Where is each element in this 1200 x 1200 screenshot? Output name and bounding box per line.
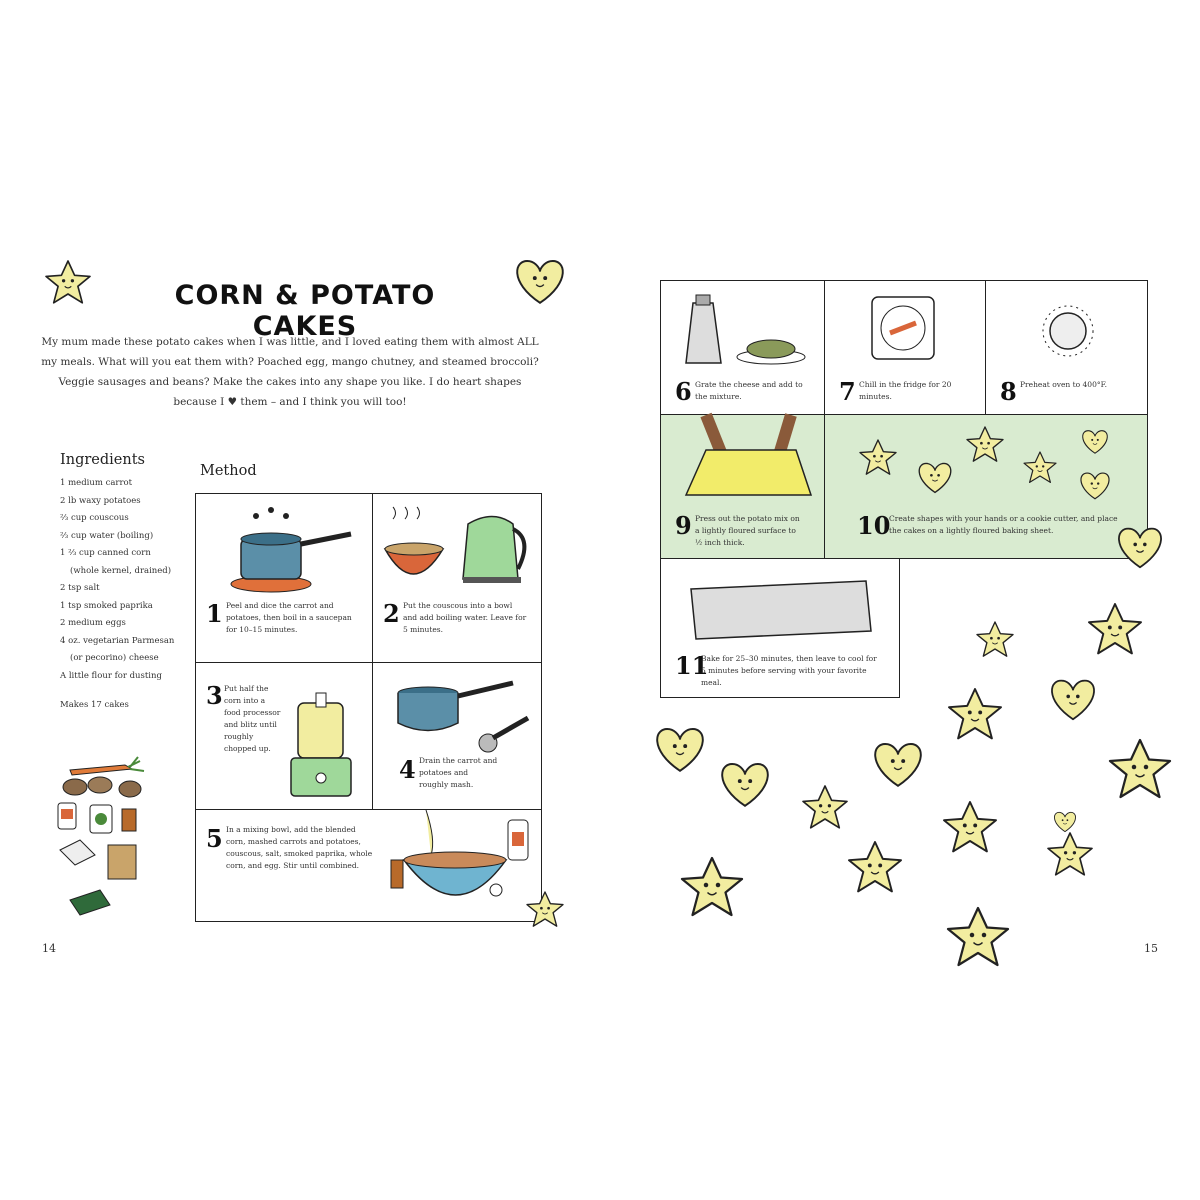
- step-number: 8: [1000, 377, 1017, 406]
- step-text: Put the couscous into a bowl and add boiling water. Leave for 5 minutes.: [403, 601, 527, 634]
- step-number: 6: [675, 377, 692, 406]
- step-number: 4: [399, 755, 416, 784]
- step-number: 3: [206, 681, 223, 710]
- step-text: Preheat oven to 400°F.: [1020, 380, 1108, 389]
- step-number: 11: [675, 651, 709, 680]
- heart-cake-icon: [722, 764, 768, 806]
- ingredient-item: 1 tsp smoked paprika: [60, 600, 153, 611]
- ingredient-item: ⅔ cup water (boiling): [60, 530, 154, 541]
- step-number: 1: [206, 599, 223, 628]
- step-text: In a mixing bowl, add the blended corn, mashed carrots and potatoes, couscous, salt, smoked paprika, whole corn, and egg. Stir until combined.: [226, 825, 373, 870]
- ingredient-item: ⅔ cup couscous: [60, 513, 129, 523]
- intro-text: My mum made these potato cakes when I was little, and I loved eating them with almost ALL my meals. What will you eat them with? Poached egg, mango chutney, and steamed broccoli? Veggie sausages and beans? Make the cakes into any shape you like. I do heart shapes because I ♥ them – and I think you will too!: [41, 336, 539, 408]
- star-cake-icon: [860, 440, 896, 474]
- heart-cake-icon: [919, 463, 951, 492]
- ingredient-item: 2 lb waxy potatoes: [60, 495, 141, 506]
- step-text: Bake for 25–30 minutes, then leave to cool for 5 minutes before serving with your favorite meal.: [701, 654, 877, 687]
- ingredient-item: 1 ⅔ cup canned corn: [60, 548, 151, 558]
- step-text: Put half the corn into a food processor and blitz until roughly chopped up.: [224, 684, 281, 753]
- step-text: Press out the potato mix on a lightly floured surface to ½ inch thick.: [695, 514, 800, 547]
- heart-cake-icon: [517, 261, 563, 303]
- star-cake-icon: [944, 802, 996, 851]
- ingredient-item: 4 oz. vegetarian Parmesan: [60, 635, 175, 646]
- ingredient-item: 2 tsp salt: [60, 583, 100, 593]
- star-cake-icon: [948, 908, 1008, 965]
- star-cake-icon: [682, 858, 742, 915]
- heart-cake-icon: [657, 729, 703, 771]
- star-cake-icon: [1089, 604, 1141, 653]
- ingredient-item: 2 medium eggs: [60, 618, 126, 628]
- step-text: Peel and dice the carrot and potatoes, then boil in a saucepan for 10–15 minutes.: [226, 601, 352, 634]
- star-cake-icon: [1110, 740, 1170, 797]
- star-cake-icon: [849, 842, 901, 891]
- step-number: 5: [206, 824, 223, 853]
- heart-cake-icon: [1054, 812, 1075, 831]
- star-cake-icon: [1024, 452, 1056, 482]
- page-number-left: 14: [42, 942, 56, 955]
- star-cake-icon: [977, 622, 1013, 656]
- star-cake-icon: [46, 261, 90, 303]
- ingredient-item: (whole kernel, drained): [70, 565, 172, 576]
- method-heading: Method: [200, 463, 257, 479]
- step-number: 10: [857, 511, 891, 540]
- page-number-right: 15: [1144, 942, 1158, 955]
- step-number: 7: [839, 377, 856, 406]
- heart-cake-icon: [1081, 473, 1109, 499]
- star-cake-icon: [803, 786, 847, 828]
- star-cake-icon: [527, 892, 563, 926]
- step-text: Create shapes with your hands or a cookie cutter, and place the cakes on a lightly floured baking sheet.: [889, 514, 1118, 535]
- heart-cake-icon: [1083, 431, 1108, 454]
- yield-text: Makes 17 cakes: [60, 700, 129, 710]
- star-cake-icon: [949, 689, 1001, 738]
- step-number: 9: [675, 511, 692, 540]
- step-text: Chill in the fridge for 20 minutes.: [859, 380, 952, 401]
- ingredient-item: A little flour for dusting: [60, 670, 162, 681]
- heart-cake-icon: [1052, 681, 1094, 720]
- star-cake-icon: [1048, 833, 1092, 875]
- ingredient-item: (or pecorino) cheese: [70, 653, 159, 663]
- ingredient-item: 1 medium carrot: [60, 478, 133, 488]
- recipe-title: CORN & POTATO CAKES: [174, 280, 436, 342]
- heart-cake-icon: [875, 744, 921, 786]
- step-text: Grate the cheese and add to the mixture.: [695, 380, 803, 401]
- star-cake-icon: [967, 427, 1003, 461]
- ingredients-heading: Ingredients: [60, 452, 145, 468]
- step-text: Drain the carrot and potatoes and roughly mash.: [419, 756, 498, 789]
- heart-cake-icon: [1119, 529, 1161, 568]
- step-number: 2: [383, 599, 400, 628]
